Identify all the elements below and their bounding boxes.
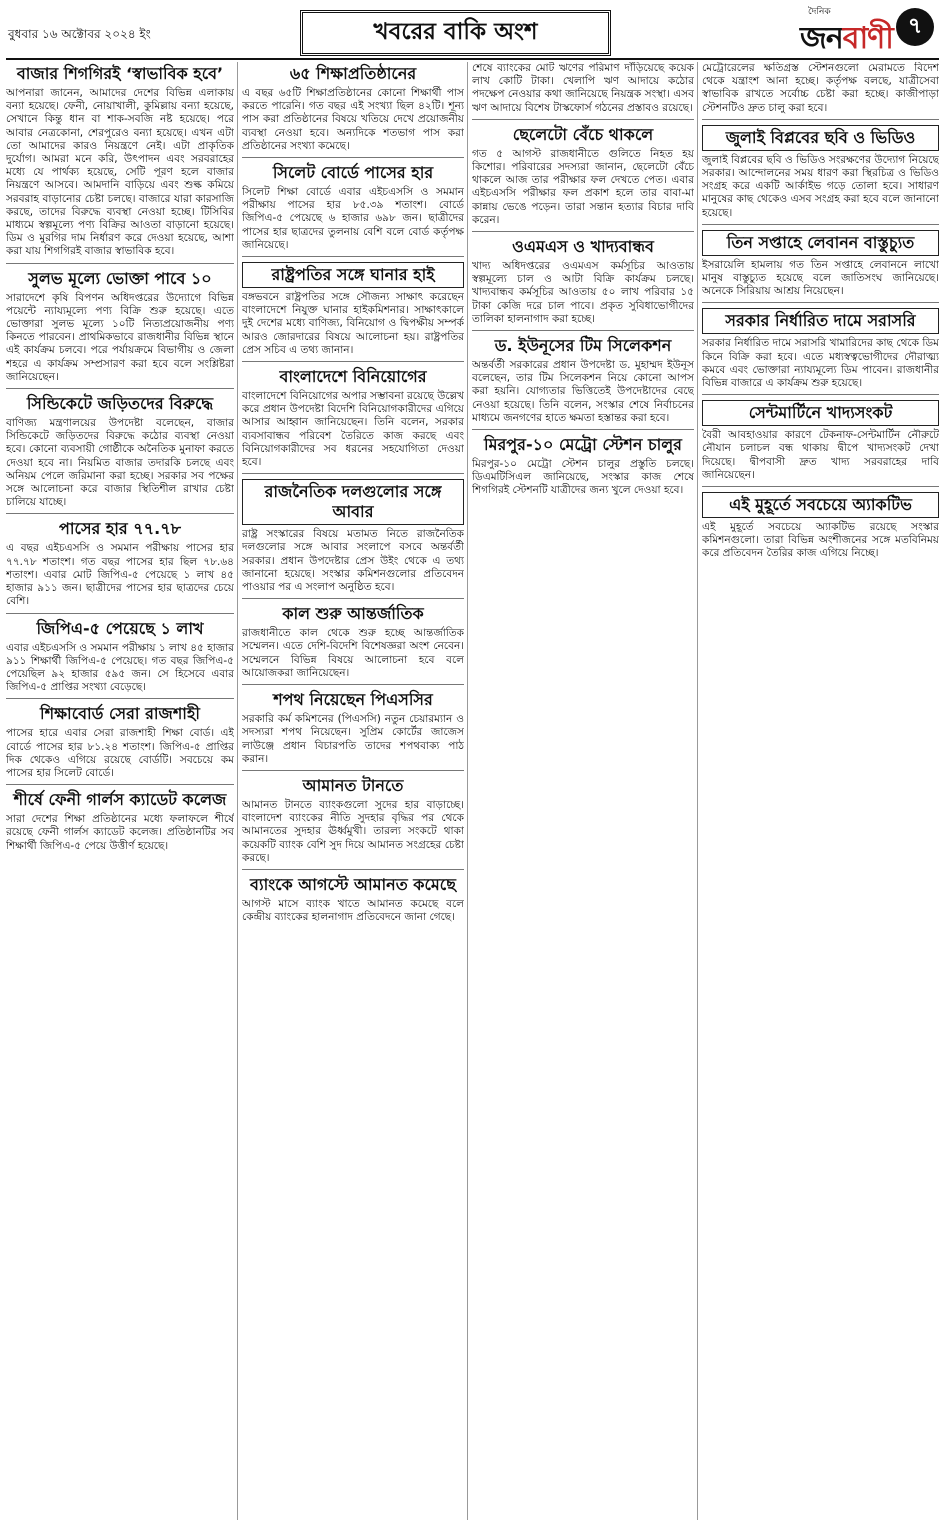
news-article (472, 336, 694, 430)
column-4 (702, 62, 939, 1522)
news-article (472, 435, 694, 502)
article-body: মিরপুর-১০ মেট্রো স্টেশন চালুর প্রস্তুতি চলছে। ডিএমটিসিএল জানিয়েছে, সংস্কার কাজ শেষে শিগগিরই স্টেশনটি যাত্রীদের জন্য খুলে দেওয়া হবে। (472, 458, 694, 497)
news-article (702, 62, 939, 120)
article-body: পাসের হারে এবার সেরা রাজশাহী শিক্ষা বোর্ড। এই বোর্ডে পাসের হার ৮১.২৪ শতাংশ। জিপিএ-৫ প্রাপ্তির দিক থেকেও এগিয়ে রয়েছে বোর্ডটি। সবচেয়ে কম পাসের হার সিলেট বোর্ডে। (6, 727, 234, 779)
article-headline: বাজার শিগগিরই ‘স্বাভাবিক হবে’ (16, 64, 224, 83)
news-article (472, 62, 694, 120)
logo-tagline: দৈনিক (808, 7, 831, 17)
article-headline: সেন্টমার্টিনে খাদ্যসংকট (702, 400, 939, 426)
article-headline: তিন সপ্তাহে লেবানন বাস্তুচ্যুত (702, 230, 939, 256)
news-article (242, 604, 464, 685)
article-headline: জুলাই বিপ্লবের ছবি ও ভিডিও (702, 125, 939, 151)
news-article (702, 125, 939, 225)
article-headline: ড. ইউনূসের টিম সিলেকশন (494, 336, 672, 356)
article-body: ইসরায়েলি হামলায় গত তিন সপ্তাহে লেবাননে লাখো মানুষ বাস্তুচ্যুত হয়েছে বলে জাতিসংঘ জানিয়েছে। অনেকে সিরিয়ায় আশ্রয় নিয়েছেন। (702, 258, 939, 298)
article-body: এ বছর এইচএসসি ও সমমান পরীক্ষায় পাসের হার ৭৭.৭৮ শতাংশ। গত বছর পাসের হার ছিল ৭৮.৬৪ শতাংশ। এবার মোট জিপিএ-৫ পেয়েছে ১ লাখ ৪৫ হাজার ৯১১ জন। ছাত্রীদের পাসের হার ছাত্রদের চেয়ে বেশি। (6, 542, 234, 608)
column-1 (6, 62, 234, 1522)
news-article (242, 479, 464, 599)
article-body: বঙ্গভবনে রাষ্ট্রপতির সঙ্গে সৌজন্য সাক্ষাৎ করেছেন বাংলাদেশে নিযুক্ত ঘানার হাইকমিশনার। সাক্ষাৎকালে দুই দেশের মধ্যে বাণিজ্য, বিনিয়োগ ও দ্বিপক্ষীয় সম্পর্ক আরও জোরদারের বিষয়ে আলোচনা হয়। রাষ্ট্রপতির প্রেস সচিব এ তথ্য জানান। (242, 291, 464, 356)
article-body: আপনারা জানেন, আমাদের দেশের বিভিন্ন এলাকায় বন্যা হয়েছে। ফেনী, নোয়াখালী, কুমিল্লায় বন্যা হয়েছে, সেখানে কিন্তু ধান বা শাক-সবজি নষ্ট হয়েছে। পরে আবার নেত্রকোনা, শেরপুরেও বন্যা হয়েছে। এখন এটা তো আমাদের কারও নিয়ন্ত্রণে নেই। এটা প্রাকৃতিক দুর্যোগ। আমরা মনে করি, উৎপাদন এবং সরবরাহের মধ্যে যে পার্থক্য হয়েছে, সেটি পূরণ হলে বাজার নিয়ন্ত্রণে আসবে। আমদানি বাড়িয়ে এবং শুল্ক কমিয়ে সরবরাহ বাড়ানোর চেষ্টা চলছে। বাজারে যারা কারসাজি করছে, তাদের বিরুদ্ধে ব্যবস্থা নেওয়া হচ্ছে। টিসিবির মাধ্যমে স্বল্পমূল্যে পণ্য বিক্রির আওতা বাড়ানো হয়েছে। ডিম ও মুরগির দাম নির্ধারণ করে দেওয়া হয়েছে, আশা করা যায় শিগগিরই বাজার স্বাভাবিক হবে। (6, 87, 234, 258)
article-body: গত ৫ আগস্ট রাজধানীতে গুলিতে নিহত হয় কিশোর। পরিবারের সদস্যরা জানান, ছেলেটো বেঁচে থাকলে আজ তার পরীক্ষার ফল দেখতে পেত। এবার এইচএসসি পরীক্ষার ফল প্রকাশ হলে তার বাবা-মা কান্নায় ভেঙে পড়েন। তারা সন্তান হত্যার বিচার দাবি করেন। (472, 147, 694, 226)
news-article (6, 64, 234, 264)
article-body: সারা দেশের শিক্ষা প্রতিষ্ঠানের মধ্যে ফলাফলে শীর্ষে রয়েছে ফেনী গার্লস ক্যাডেট কলেজ। প্রতিষ্ঠানটির সব শিক্ষার্থী জিপিএ-৫ পেয়ে উত্তীর্ণ হয়েছে। (6, 813, 234, 852)
masthead-logo (760, 4, 940, 54)
news-article (472, 237, 694, 331)
article-headline: আমানত টানতে (302, 775, 404, 795)
news-article (242, 875, 464, 928)
article-headline: বাংলাদেশে বিনিয়োগের (279, 367, 427, 387)
page-header (0, 0, 945, 58)
article-body: রাষ্ট্র সংস্কারের বিষয়ে মতামত নিতে রাজনৈতিক দলগুলোর সঙ্গে আবার সংলাপে বসবে অন্তর্বর্তী সরকার। প্রধান উপদেষ্টার প্রেস উইং থেকে এ তথ্য জানানো হয়েছে। সংস্কার কমিশনগুলোর প্রতিবেদন পাওয়ার পর এ সংলাপ অনুষ্ঠিত হবে। (242, 528, 464, 594)
news-article (6, 394, 234, 514)
news-article (242, 690, 464, 771)
column-divider (697, 62, 698, 1520)
news-article (702, 308, 939, 395)
article-body: সিলেট শিক্ষা বোর্ডে এবার এইচএসসি ও সমমান পরীক্ষায় পাসের হার ৮৫.৩৯ শতাংশ। বোর্ডে জিপিএ-৫ পেয়েছে ৬ হাজার ৬৯৮ জন। ছাত্রীদের পাসের হার ছাত্রদের তুলনায় বেশি বলে বোর্ড কর্তৃপক্ষ জানিয়েছে। (242, 186, 464, 251)
article-headline: ব্যাংকে আগস্টে আমানত কমেছে (250, 874, 456, 894)
news-article (242, 163, 464, 257)
news-article (6, 704, 234, 785)
article-body: রাজধানীতে কাল থেকে শুরু হচ্ছে আন্তর্জাতিক সম্মেলন। এতে দেশি-বিদেশি বিশেষজ্ঞরা অংশ নেবেন। সম্মেলনে বিভিন্ন বিষয়ে আলোচনা হবে বলে আয়োজকরা জানিয়েছেন। (242, 627, 464, 679)
article-body: শেষে ব্যাংকের মোট ঋণের পরিমাণ দাঁড়িয়েছে কয়েক লাখ কোটি টাকা। খেলাপি ঋণ আদায়ে কঠোর পদক্ষেপ নেওয়ার কথা জানিয়েছে নিয়ন্ত্রক সংস্থা। এসব ঋণ আদায়ে বিশেষ টাস্কফোর্স গঠনের প্রস্তাবও রয়েছে। (472, 62, 694, 114)
article-body: খাদ্য অধিদপ্তরের ওএমএস কর্মসূচির আওতায় স্বল্পমূল্যে চাল ও আটা বিক্রি কার্যক্রম চলছে। খাদ্যবান্ধব কর্মসূচির আওতায় ৫০ লাখ পরিবার ১৫ টাকা কেজি দরে চাল পাবে। প্রকৃত সুবিধাভোগীদের তালিকা হালনাগাদ করা হচ্ছে। (472, 260, 694, 325)
news-article (6, 619, 234, 700)
column-divider (467, 62, 468, 1520)
article-body: আগস্ট মাসে ব্যাংক খাতে আমানত কমেছে বলে কেন্দ্রীয় ব্যাংকের হালনাগাদ প্রতিবেদনে জানা গেছে। (242, 897, 464, 924)
article-headline: জিপিএ-৫ পেয়েছে ১ লাখ (36, 618, 204, 638)
article-headline: ছেলেটো বেঁচে থাকলে (512, 124, 654, 144)
article-body: অন্তর্বর্তী সরকারের প্রধান উপদেষ্টা ড. মুহাম্মদ ইউনূস বলেছেন, তার টিম সিলেকশন নিয়ে কোনো আপস করা হয়নি। যোগ্যতার ভিত্তিতেই উপদেষ্টাদের বেছে নেওয়া হয়েছে। তিনি বলেন, সংস্কার শেষে নির্বাচনের মাধ্যমে জনগণের হাতে ক্ষমতা হস্তান্তর করা হবে। (472, 359, 694, 424)
news-article (702, 230, 939, 304)
article-body: এ বছর ৬৫টি শিক্ষাপ্রতিষ্ঠানের কোনো শিক্ষার্থী পাস করতে পারেনি। গত বছর এই সংখ্যা ছিল ৪২টি। শূন্য পাস করা প্রতিষ্ঠানের বিষয়ে খতিয়ে দেখে প্রয়োজনীয় ব্যবস্থা নেওয়া হবে। অন্যদিকে শতভাগ পাস করা প্রতিষ্ঠানের সংখ্যা কমেছে। (242, 87, 464, 152)
article-body: আমানত টানতে ব্যাংকগুলো সুদের হার বাড়াচ্ছে। বাংলাদেশ ব্যাংকের নীতি সুদহার বৃদ্ধির পর থেকে আমানতের সুদহার ঊর্ধ্বমুখী। তারল্য সংকটে থাকা কয়েকটি ব্যাংক বেশি সুদ দিয়ে আমানত সংগ্রহের চেষ্টা করছে। (242, 798, 464, 864)
news-article (6, 269, 234, 389)
news-article (472, 125, 694, 232)
article-headline: শিক্ষাবোর্ড সেরা রাজশাহী (40, 704, 200, 724)
article-body: এবার এইচএসসি ও সমমান পরীক্ষায় ১ লাখ ৪৫ হাজার ৯১১ শিক্ষার্থী জিপিএ-৫ পেয়েছে। গত বছর জিপিএ-৫ পেয়েছিল ৯২ হাজার ৫৯৫ জন। সে হিসেবে এবার জিপিএ-৫ প্রাপ্তির সংখ্যা বেড়েছে। (6, 641, 234, 694)
news-article (702, 400, 939, 487)
article-headline: পাসের হার ৭৭.৭৮ (59, 519, 181, 539)
article-body: বাংলাদেশে বিনিয়োগের অপার সম্ভাবনা রয়েছে উল্লেখ করে প্রধান উপদেষ্টা বিদেশি বিনিয়োগকারীদের এগিয়ে আসার আহ্বান জানিয়েছেন। তিনি বলেন, সরকার ব্যবসাবান্ধব পরিবেশ তৈরিতে কাজ করছে এবং বিনিয়োগকারীদের সব ধরনের সহযোগিতা দেওয়া হবে। (242, 390, 464, 469)
article-headline: শীর্ষে ফেনী গার্লস ক্যাডেট কলেজ (13, 790, 227, 810)
header-rule (6, 58, 939, 60)
column-divider (237, 62, 238, 1520)
article-headline: এই মুহূর্তে সবচেয়ে অ্যাকটিভ (702, 492, 939, 518)
article-headline: মিরপুর-১০ মেট্রো স্টেশন চালুর (484, 435, 682, 455)
column-2 (242, 62, 464, 1522)
page-number-badge: ৭ (896, 8, 934, 46)
article-headline: ওএমএস ও খাদ্যবান্ধব (512, 237, 654, 257)
article-headline: সিলেট বোর্ডে পাসের হার (272, 163, 434, 183)
article-headline: রাজনৈতিক দলগুলোর সঙ্গে আবার (242, 479, 464, 525)
article-body: সরকার নির্ধারিত দামে সরাসরি খামারিদের কাছ থেকে ডিম কিনে বিক্রি করা হবে। এতে মধ্যস্বত্বভোগীদের দৌরাত্ম্য কমবে এবং ভোক্তারা ন্যায্যমূল্যে ডিম পাবেন। রাজধানীর বিভিন্ন বাজারে এ কার্যক্রম শুরু হয়েছে। (702, 337, 939, 390)
article-body: বাণিজ্য মন্ত্রণালয়ের উপদেষ্টা বলেছেন, বাজার সিন্ডিকেটে জড়িতদের বিরুদ্ধে কঠোর ব্যবস্থা নেওয়া হবে। কোনো ব্যবসায়ী গোষ্ঠীকে অনৈতিক মুনাফা করতে দেওয়া হবে না। নিয়মিত বাজার তদারকি চলছে এবং অনিয়ম পেলে জরিমানা করা হচ্ছে। সরকার সব পক্ষের সঙ্গে আলোচনা করে বাজার স্থিতিশীল রাখার চেষ্টা চালিয়ে যাচ্ছে। (6, 417, 234, 509)
news-article (6, 519, 234, 613)
news-article (242, 776, 464, 870)
article-body: সারাদেশে কৃষি বিপণন অধিদপ্তরের উদ্যোগে বিভিন্ন পয়েন্টে ন্যায্যমূল্যে পণ্য বিক্রি শুরু হয়েছে। এতে ভোক্তারা সুলভ মূল্যে ১০টি নিত্যপ্রয়োজনীয় পণ্য কিনতে পারবেন। প্রাথমিকভাবে রাজধানীর বিভিন্ন স্থানে এই কার্যক্রম চলবে। পরে পর্যায়ক্রমে বিভাগীয় ও জেলা শহরে এ কার্যক্রম সম্প্রসারণ করা হবে বলে সংশ্লিষ্টরা জানিয়েছেন। (6, 291, 234, 383)
news-article (702, 492, 939, 565)
article-headline: রাষ্ট্রপতির সঙ্গে ঘানার হাই (242, 262, 464, 288)
article-headline: ৬৫ শিক্ষাপ্রতিষ্ঠানের (289, 64, 417, 83)
article-body: এই মুহূর্তে সবচেয়ে অ্যাকটিভ রয়েছে সংস্কার কমিশনগুলো। তারা বিভিন্ন অংশীজনের সঙ্গে মতবিনিময় করে প্রতিবেদন তৈরির কাজ এগিয়ে নিচ্ছে। (702, 521, 939, 560)
article-headline: শপথ নিয়েছেন পিএসসির (273, 690, 433, 710)
column-3 (472, 62, 694, 1522)
article-headline: সরকার নির্ধারিত দামে সরাসরি (702, 308, 939, 334)
publication-date: বুধবার ১৬ অক্টোবর ২০২৪ ইং (8, 27, 151, 41)
article-body: বৈরী আবহাওয়ার কারণে টেকনাফ-সেন্টমার্টিন নৌরুটে নৌযান চলাচল বন্ধ থাকায় দ্বীপে খাদ্যসংকট দেখা দিয়েছে। দ্বীপবাসী দ্রুত খাদ্য সরবরাহের দাবি জানিয়েছেন। (702, 429, 939, 481)
article-body: জুলাই বিপ্লবের ছবি ও ভিডিও সংরক্ষণের উদ্যোগ নিয়েছে সরকার। আন্দোলনের সময় ধারণ করা স্থিরচিত্র ও ভিডিও সংগ্রহ করে একটি আর্কাইভ গড়ে তোলা হবে। সাধারণ মানুষের কাছ থেকেও এসব সংগ্রহ করা হবে বলে জানানো হয়েছে। (702, 153, 939, 219)
article-headline: কাল শুরু আন্তর্জাতিক (282, 604, 424, 624)
article-headline: সুলভ মূল্যে ভোক্তা পাবে ১০ (28, 268, 212, 288)
article-body: সরকারি কর্ম কমিশনের (পিএসসি) নতুন চেয়ারম্যান ও সদস্যরা শপথ নিয়েছেন। সুপ্রিম কোর্টের জাজেস লাউঞ্জে প্রধান বিচারপতি তাদের শপথবাক্য পাঠ করান। (242, 713, 464, 765)
logo-part-1: জন (800, 21, 843, 56)
news-article (242, 262, 464, 362)
section-banner: খবরের বাকি অংশ (300, 10, 611, 56)
article-headline: সিন্ডিকেটে জড়িতদের বিরুদ্ধে (26, 394, 214, 414)
news-article (242, 64, 464, 158)
article-body: মেট্রোরেলের ক্ষতিগ্রস্ত স্টেশনগুলো মেরামতে বিদেশ থেকে যন্ত্রাংশ আনা হচ্ছে। কর্তৃপক্ষ বলছে, যাত্রীসেবা স্বাভাবিক রাখতে সর্বোচ্চ চেষ্টা করা হচ্ছে। কাজীপাড়া স্টেশনটিও দ্রুত চালু করা হবে। (702, 62, 939, 114)
logo-part-2: বাণী (842, 21, 893, 56)
news-article (242, 367, 464, 474)
news-article (6, 790, 234, 857)
